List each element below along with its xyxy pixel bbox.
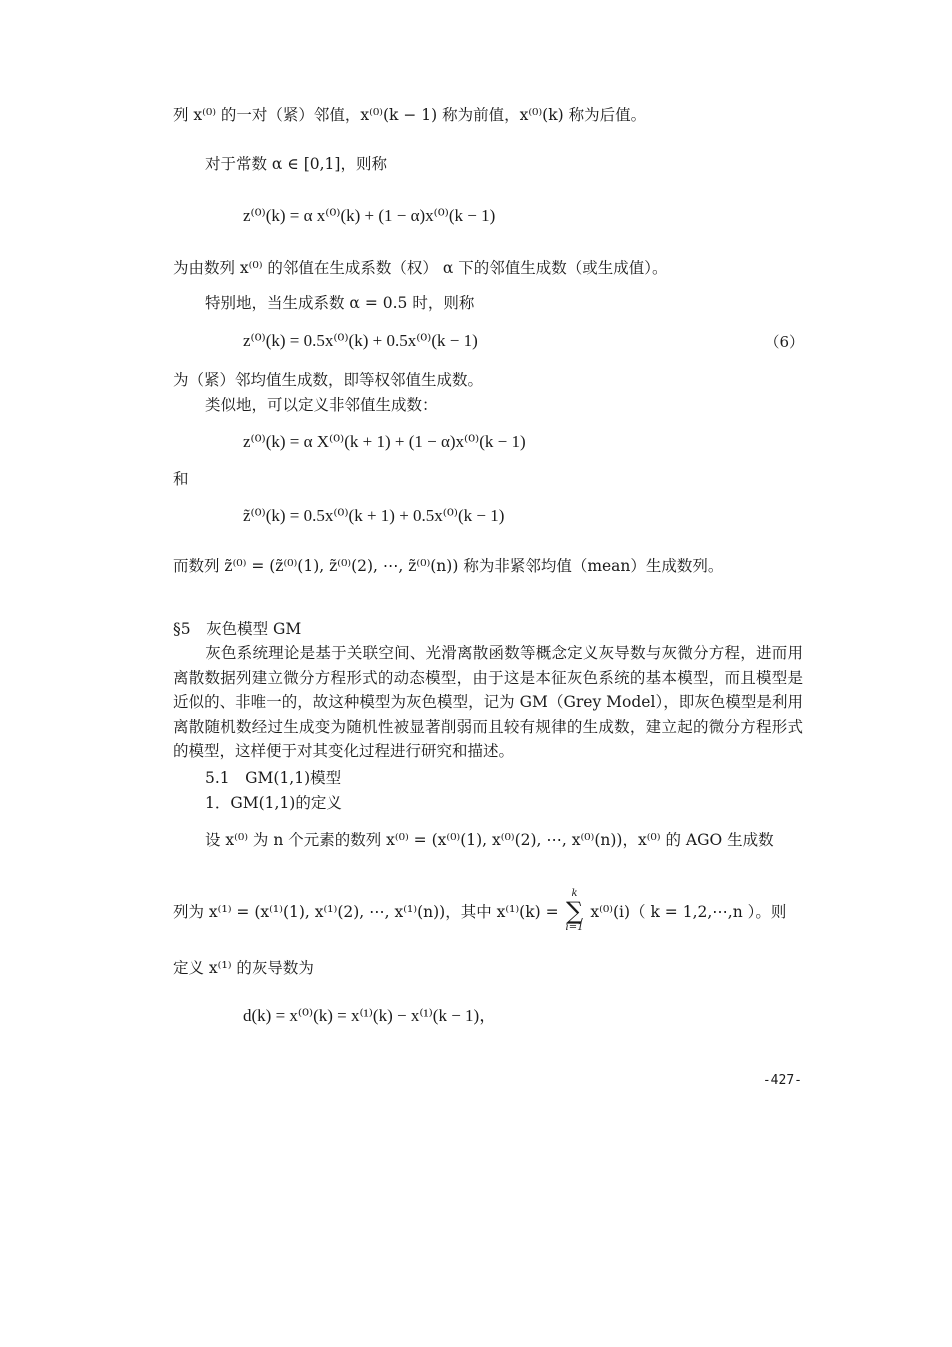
text-line: 为（紧）邻均值生成数，即等权邻值生成数。	[173, 371, 484, 389]
text-line: 设 x⁽⁰⁾ 为 n 个元素的数列 x⁽⁰⁾ = (x⁽⁰⁾(1), x⁽⁰⁾(2), ⋯, x⁽⁰⁾(n))，x⁽⁰⁾ 的 AGO 生成数	[205, 831, 774, 849]
equation: z⁽⁰⁾(k) = 0.5x⁽⁰⁾(k) + 0.5x⁽⁰⁾(k − 1)	[243, 331, 478, 350]
section-heading: §5 灰色模型 GM	[173, 620, 302, 638]
sum-lower-limit: i=1	[565, 922, 584, 933]
text-line: 定义 x⁽¹⁾ 的灰导数为	[173, 959, 314, 977]
text-fragment: 列为 x⁽¹⁾ = (x⁽¹⁾(1), x⁽¹⁾(2), ⋯, x⁽¹⁾(n))，其中 x⁽¹⁾(k) =	[173, 903, 559, 921]
subsection-heading: 1．GM(1,1)的定义	[205, 794, 342, 812]
text-line: 特别地，当生成系数 α = 0.5 时，则称	[205, 294, 475, 312]
text-line	[173, 888, 787, 935]
text-fragment: x⁽⁰⁾(i)（ k = 1,2,⋯,n ）。则	[590, 903, 787, 921]
equation: z⁽⁰⁾(k) = α x⁽⁰⁾(k) + (1 − α)x⁽⁰⁾(k − 1)	[243, 206, 496, 225]
text-line: 为由数列 x⁽⁰⁾ 的邻值在生成系数（权） α 下的邻值生成数（或生成值）。	[173, 259, 668, 277]
sigma-symbol: ∑	[565, 897, 584, 925]
equation: z⁽⁰⁾(k) = α X⁽⁰⁾(k + 1) + (1 − α)x⁽⁰⁾(k − 1)	[243, 432, 526, 451]
equation-number: （6）	[764, 333, 804, 351]
equation: z̃⁽⁰⁾(k) = 0.5x⁽⁰⁾(k + 1) + 0.5x⁽⁰⁾(k − 1)	[243, 506, 505, 525]
equation: d(k) = x⁽⁰⁾(k) = x⁽¹⁾(k) − x⁽¹⁾(k − 1)，	[243, 1006, 497, 1025]
subsection-heading: 5.1 GM(1,1)模型	[205, 769, 342, 787]
summation	[566, 889, 584, 933]
page-number: -427-	[762, 1073, 802, 1088]
text-line: 和	[173, 470, 189, 488]
paragraph-text: 灰色系统理论是基于关联空间、光滑离散函数等概念定义灰导数与灰微分方程，进而用离散数据列建立微分方程形式的动态模型，由于这是本征灰色系统的基本模型，而且模型是近似的、非唯一的，故这种模型为灰色模型，记为 GM（Grey Model），即灰色模型是利用离散随机数经过生成变为随机性被显著削弱而且较有规律的生成数，建立起的微分方程形式的模型，这样便于对其变化过程进行研究和描述。	[173, 644, 803, 760]
text-line: 而数列 z̃⁽⁰⁾ = (z̃⁽⁰⁾(1), z̃⁽⁰⁾(2), ⋯, z̃⁽⁰⁾(n)) 称为非紧邻均值（mean）生成数列。	[173, 557, 724, 575]
sum-upper-limit: k	[571, 888, 578, 899]
text-line: 对于常数 α ∈ [0,1]，则称	[205, 155, 387, 173]
paragraph	[173, 641, 803, 764]
text-line: 类似地，可以定义非邻值生成数：	[205, 396, 438, 414]
text-line: 列 x⁽⁰⁾ 的一对（紧）邻值，x⁽⁰⁾(k − 1) 称为前值，x⁽⁰⁾(k) 称为后值。	[173, 106, 647, 124]
